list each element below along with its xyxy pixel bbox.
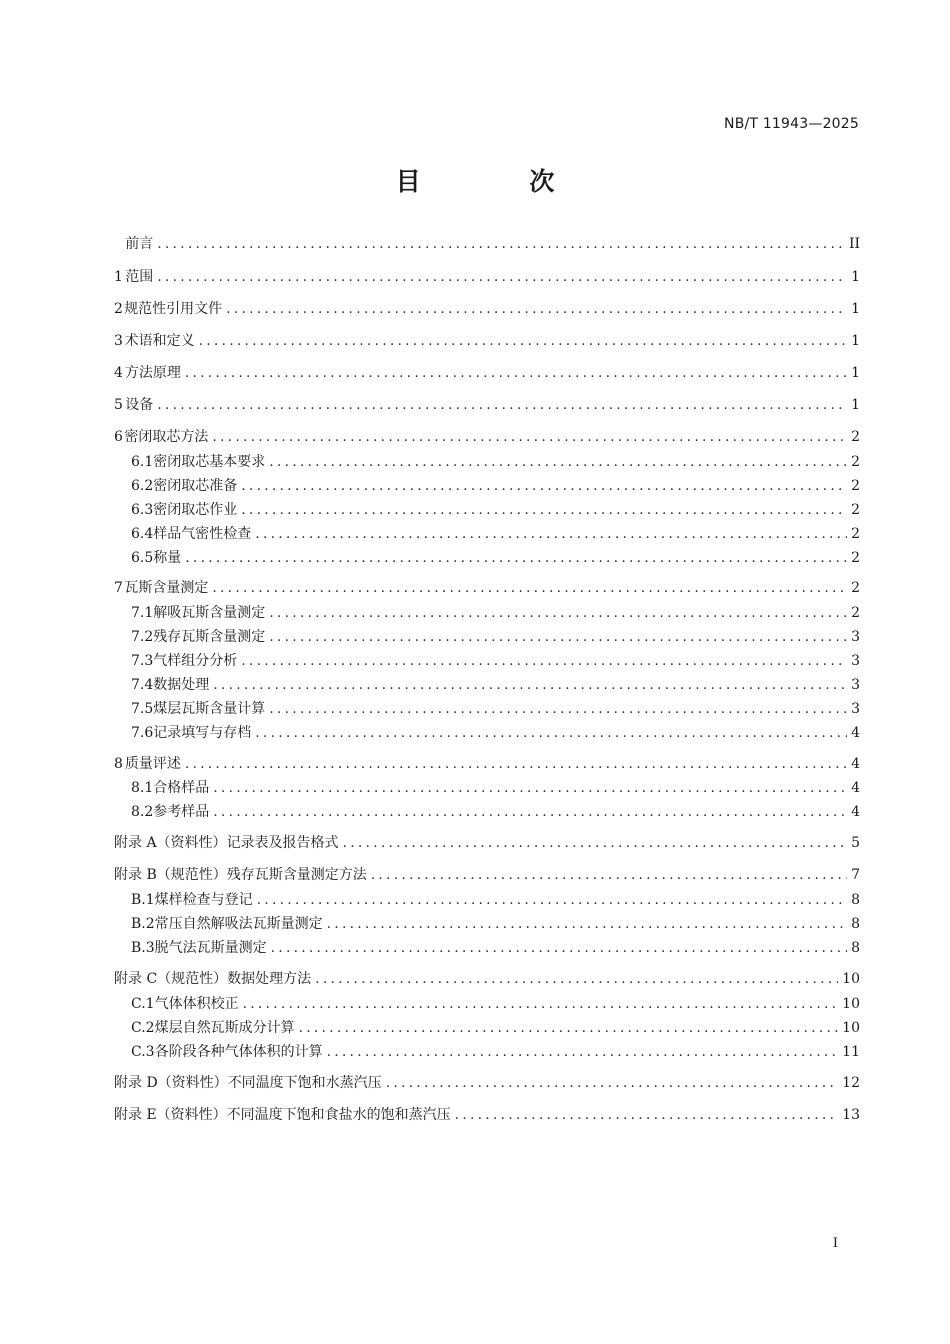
toc-dot-leader bbox=[157, 394, 847, 416]
toc-entry[interactable] bbox=[131, 801, 860, 823]
toc-dot-leader bbox=[271, 937, 847, 959]
toc-entry-page: 1 bbox=[851, 301, 860, 317]
toc-entry[interactable] bbox=[131, 937, 860, 959]
toc-dot-leader bbox=[213, 777, 847, 799]
toc-entry-page: 3 bbox=[851, 677, 860, 693]
toc-entry-number: 7.3 bbox=[131, 653, 154, 669]
toc-entry-page: 10 bbox=[842, 1020, 860, 1036]
toc-dot-leader bbox=[157, 233, 845, 255]
toc-entry-page: 4 bbox=[851, 780, 860, 796]
toc-dot-leader bbox=[257, 889, 847, 911]
toc-entry-label: 瓦斯含量测定 bbox=[124, 580, 209, 596]
toc-entry[interactable] bbox=[114, 968, 860, 990]
toc-entry-label: 样品气密性检查 bbox=[153, 526, 252, 542]
toc-entry-label: 密闭取芯基本要求 bbox=[153, 454, 266, 470]
toc-entry[interactable] bbox=[131, 889, 860, 911]
toc-entry[interactable] bbox=[131, 698, 860, 720]
toc-entry-number: 附录 E（资料性） bbox=[114, 1107, 227, 1123]
toc-dot-leader bbox=[327, 1041, 839, 1063]
toc-entry[interactable] bbox=[114, 426, 860, 448]
toc-entry-number: 7.1 bbox=[131, 605, 154, 621]
toc-entry-page: 3 bbox=[851, 629, 860, 645]
toc-entry-label: 密闭取芯准备 bbox=[153, 478, 238, 494]
toc-entry-page: 1 bbox=[851, 365, 860, 381]
toc-entry-page: 12 bbox=[842, 1075, 860, 1091]
toc-entry[interactable] bbox=[131, 1017, 860, 1039]
toc-entry-page: 2 bbox=[851, 580, 860, 596]
toc-entry-number: 1 bbox=[114, 269, 123, 285]
toc-entry-label: 不同温度下饱和水蒸汽压 bbox=[227, 1075, 382, 1091]
toc-entry[interactable] bbox=[114, 577, 860, 599]
toc-entry-label: 参考样品 bbox=[153, 804, 210, 820]
toc-entry[interactable] bbox=[131, 722, 860, 744]
toc-entry-page: 7 bbox=[851, 867, 860, 883]
toc-entry-number: 3 bbox=[114, 333, 123, 349]
toc-entry-number: C.3 bbox=[131, 1044, 155, 1060]
toc-entry[interactable] bbox=[114, 832, 860, 854]
toc-entry-label: 数据处理方法 bbox=[227, 971, 312, 987]
toc-entry-page: 4 bbox=[851, 725, 860, 741]
toc-entry[interactable] bbox=[114, 330, 860, 352]
toc-entry-label: 前言 bbox=[125, 236, 154, 252]
toc-entry-label: 密闭取芯作业 bbox=[153, 502, 238, 518]
toc-entry-number: C.2 bbox=[131, 1020, 155, 1036]
toc-dot-leader bbox=[185, 362, 847, 384]
toc-dot-leader bbox=[213, 674, 847, 696]
toc-entry[interactable] bbox=[131, 626, 860, 648]
toc-entry[interactable] bbox=[131, 499, 860, 521]
toc-dot-leader bbox=[241, 499, 847, 521]
toc-entry-label: 各阶段各种气体体积的计算 bbox=[154, 1044, 323, 1060]
toc-entry-number: 7.6 bbox=[131, 725, 154, 741]
toc-entry[interactable] bbox=[114, 1072, 860, 1094]
page-title: 目 次 bbox=[395, 167, 605, 196]
toc-dot-leader bbox=[185, 753, 847, 775]
toc-entry-label: 范围 bbox=[125, 269, 154, 285]
toc-dot-leader bbox=[455, 1104, 839, 1126]
toc-entry-page: 8 bbox=[851, 940, 860, 956]
toc-entry[interactable] bbox=[131, 913, 860, 935]
toc-entry-number: 8.1 bbox=[131, 780, 154, 796]
toc-entry-label: 数据处理 bbox=[153, 677, 210, 693]
toc-dot-leader bbox=[343, 832, 848, 854]
toc-entry[interactable] bbox=[114, 753, 860, 775]
toc-entry-number: 7.2 bbox=[131, 629, 154, 645]
toc-entry-label: 称量 bbox=[153, 550, 182, 566]
toc-entry[interactable] bbox=[131, 777, 860, 799]
toc-entry-page: 8 bbox=[851, 916, 860, 932]
toc-entry-page: 3 bbox=[851, 653, 860, 669]
toc-dot-leader bbox=[269, 626, 847, 648]
toc-dot-leader bbox=[371, 864, 847, 886]
toc-entry-page: 2 bbox=[851, 605, 860, 621]
toc-entry-page: 11 bbox=[842, 1044, 860, 1060]
toc-entry[interactable] bbox=[114, 298, 860, 320]
toc-entry-label: 术语和定义 bbox=[124, 333, 195, 349]
toc-entry-number: 6 bbox=[114, 429, 123, 445]
toc-entry[interactable] bbox=[114, 1104, 860, 1126]
toc-entry-number: C.1 bbox=[131, 996, 155, 1012]
toc-dot-leader bbox=[226, 298, 847, 320]
toc-entry-number: 7 bbox=[114, 580, 123, 596]
toc-entry-page: 10 bbox=[842, 996, 860, 1012]
toc-entry-number: 7.5 bbox=[131, 701, 154, 717]
toc-entry-number: B.2 bbox=[131, 916, 155, 932]
toc-dot-leader bbox=[255, 523, 847, 545]
toc-entry-number: 8 bbox=[114, 756, 123, 772]
toc-entry-number: B.1 bbox=[131, 892, 155, 908]
toc-dot-leader bbox=[213, 801, 847, 823]
toc-entry-label: 常压自然解吸法瓦斯量测定 bbox=[154, 916, 323, 932]
toc-entry-page: 2 bbox=[851, 502, 860, 518]
toc-entry[interactable] bbox=[114, 362, 860, 384]
toc-entry-number: 2 bbox=[114, 301, 123, 317]
toc-entry-page: 3 bbox=[851, 701, 860, 717]
toc-entry-label: 煤样检查与登记 bbox=[154, 892, 253, 908]
toc-entry[interactable] bbox=[114, 394, 860, 416]
toc-entry-page: 8 bbox=[851, 892, 860, 908]
toc-dot-leader bbox=[241, 475, 847, 497]
toc-entry-number: 6.2 bbox=[131, 478, 154, 494]
toc-entry-page: 5 bbox=[851, 835, 860, 851]
standard-code: NB/T 11943—2025 bbox=[724, 116, 859, 132]
toc-entry-label: 质量评述 bbox=[124, 756, 181, 772]
toc-entry[interactable] bbox=[131, 650, 860, 672]
toc-entry-number: 附录 C（规范性） bbox=[114, 971, 228, 987]
toc-entry-label: 方法原理 bbox=[124, 365, 181, 381]
toc-entry[interactable] bbox=[114, 233, 860, 255]
toc-entry-label: 密闭取芯方法 bbox=[124, 429, 209, 445]
toc-dot-leader bbox=[255, 722, 847, 744]
toc-entry-label: 气体体积校正 bbox=[154, 996, 239, 1012]
toc-entry-page: 1 bbox=[851, 333, 860, 349]
toc-entry-label: 脱气法瓦斯量测定 bbox=[154, 940, 267, 956]
toc-entry-number: 4 bbox=[114, 365, 123, 381]
toc-entry-label: 残存瓦斯含量测定方法 bbox=[226, 867, 367, 883]
toc-entry-page: 2 bbox=[851, 526, 860, 542]
toc-entry-label: 气样组分分析 bbox=[153, 653, 238, 669]
toc-entry[interactable] bbox=[131, 602, 860, 624]
toc-entry-label: 煤层瓦斯含量计算 bbox=[153, 701, 266, 717]
toc-dot-leader bbox=[243, 993, 839, 1015]
toc-entry-number: 8.2 bbox=[131, 804, 154, 820]
toc-entry-number: 6.4 bbox=[131, 526, 154, 542]
toc-entry[interactable] bbox=[131, 523, 860, 545]
toc-entry-label: 不同温度下饱和食盐水的饱和蒸汽压 bbox=[226, 1107, 451, 1123]
toc-entry-number: 附录 B（规范性） bbox=[114, 867, 227, 883]
toc-entry-number: 6.5 bbox=[131, 550, 154, 566]
toc-entry-page: 13 bbox=[842, 1107, 860, 1123]
toc-entry-label: 记录表及报告格式 bbox=[226, 835, 339, 851]
toc-dot-leader bbox=[157, 266, 847, 288]
toc-entry-number: 7.4 bbox=[131, 677, 154, 693]
toc-entry[interactable] bbox=[131, 547, 860, 569]
toc-dot-leader bbox=[269, 602, 847, 624]
toc-dot-leader bbox=[315, 968, 838, 990]
toc-entry[interactable] bbox=[131, 674, 860, 696]
toc-entry[interactable] bbox=[114, 266, 860, 288]
toc-dot-leader bbox=[199, 330, 847, 352]
toc-entry-number: 6.1 bbox=[131, 454, 154, 470]
toc-dot-leader bbox=[212, 426, 847, 448]
toc-entry-page: 4 bbox=[851, 804, 860, 820]
toc-dot-leader bbox=[212, 577, 847, 599]
toc-dot-leader bbox=[299, 1017, 839, 1039]
toc-dot-leader bbox=[327, 913, 847, 935]
toc-entry-label: 记录填写与存档 bbox=[153, 725, 252, 741]
toc-entry[interactable] bbox=[131, 993, 860, 1015]
toc-entry-number: 附录 A（资料性） bbox=[114, 835, 227, 851]
toc-dot-leader bbox=[269, 698, 847, 720]
toc-entry-number: 5 bbox=[114, 397, 123, 413]
toc-entry-number: 附录 D（资料性） bbox=[114, 1075, 228, 1091]
toc-entry-label: 煤层自然瓦斯成分计算 bbox=[154, 1020, 295, 1036]
toc-entry-page: 1 bbox=[851, 269, 860, 285]
toc-entry[interactable] bbox=[131, 451, 860, 473]
toc-entry-label: 规范性引用文件 bbox=[124, 301, 223, 317]
toc-entry-page: 2 bbox=[851, 454, 860, 470]
toc-entry[interactable] bbox=[131, 475, 860, 497]
toc-entry-page: 2 bbox=[851, 550, 860, 566]
toc-entry-label: 解吸瓦斯含量测定 bbox=[153, 605, 266, 621]
toc-entry-page: 4 bbox=[851, 756, 860, 772]
toc-entry-page: 2 bbox=[851, 478, 860, 494]
toc-entry-page: 10 bbox=[842, 971, 860, 987]
toc-dot-leader bbox=[185, 547, 847, 569]
toc-entry-number: B.3 bbox=[131, 940, 155, 956]
toc-dot-leader bbox=[269, 451, 847, 473]
toc-entry-number: 6.3 bbox=[131, 502, 154, 518]
toc-entry-page: II bbox=[848, 236, 860, 252]
toc-entry-page: 1 bbox=[851, 397, 860, 413]
toc-entry-page: 2 bbox=[851, 429, 860, 445]
toc-entry-label: 合格样品 bbox=[153, 780, 210, 796]
toc-dot-leader bbox=[386, 1072, 838, 1094]
toc-entry[interactable] bbox=[131, 1041, 860, 1063]
toc-entry[interactable] bbox=[114, 864, 860, 886]
toc-dot-leader bbox=[241, 650, 847, 672]
toc-entry-label: 设备 bbox=[125, 397, 154, 413]
footer-page-number: I bbox=[832, 1236, 838, 1251]
toc-entry-label: 残存瓦斯含量测定 bbox=[153, 629, 266, 645]
